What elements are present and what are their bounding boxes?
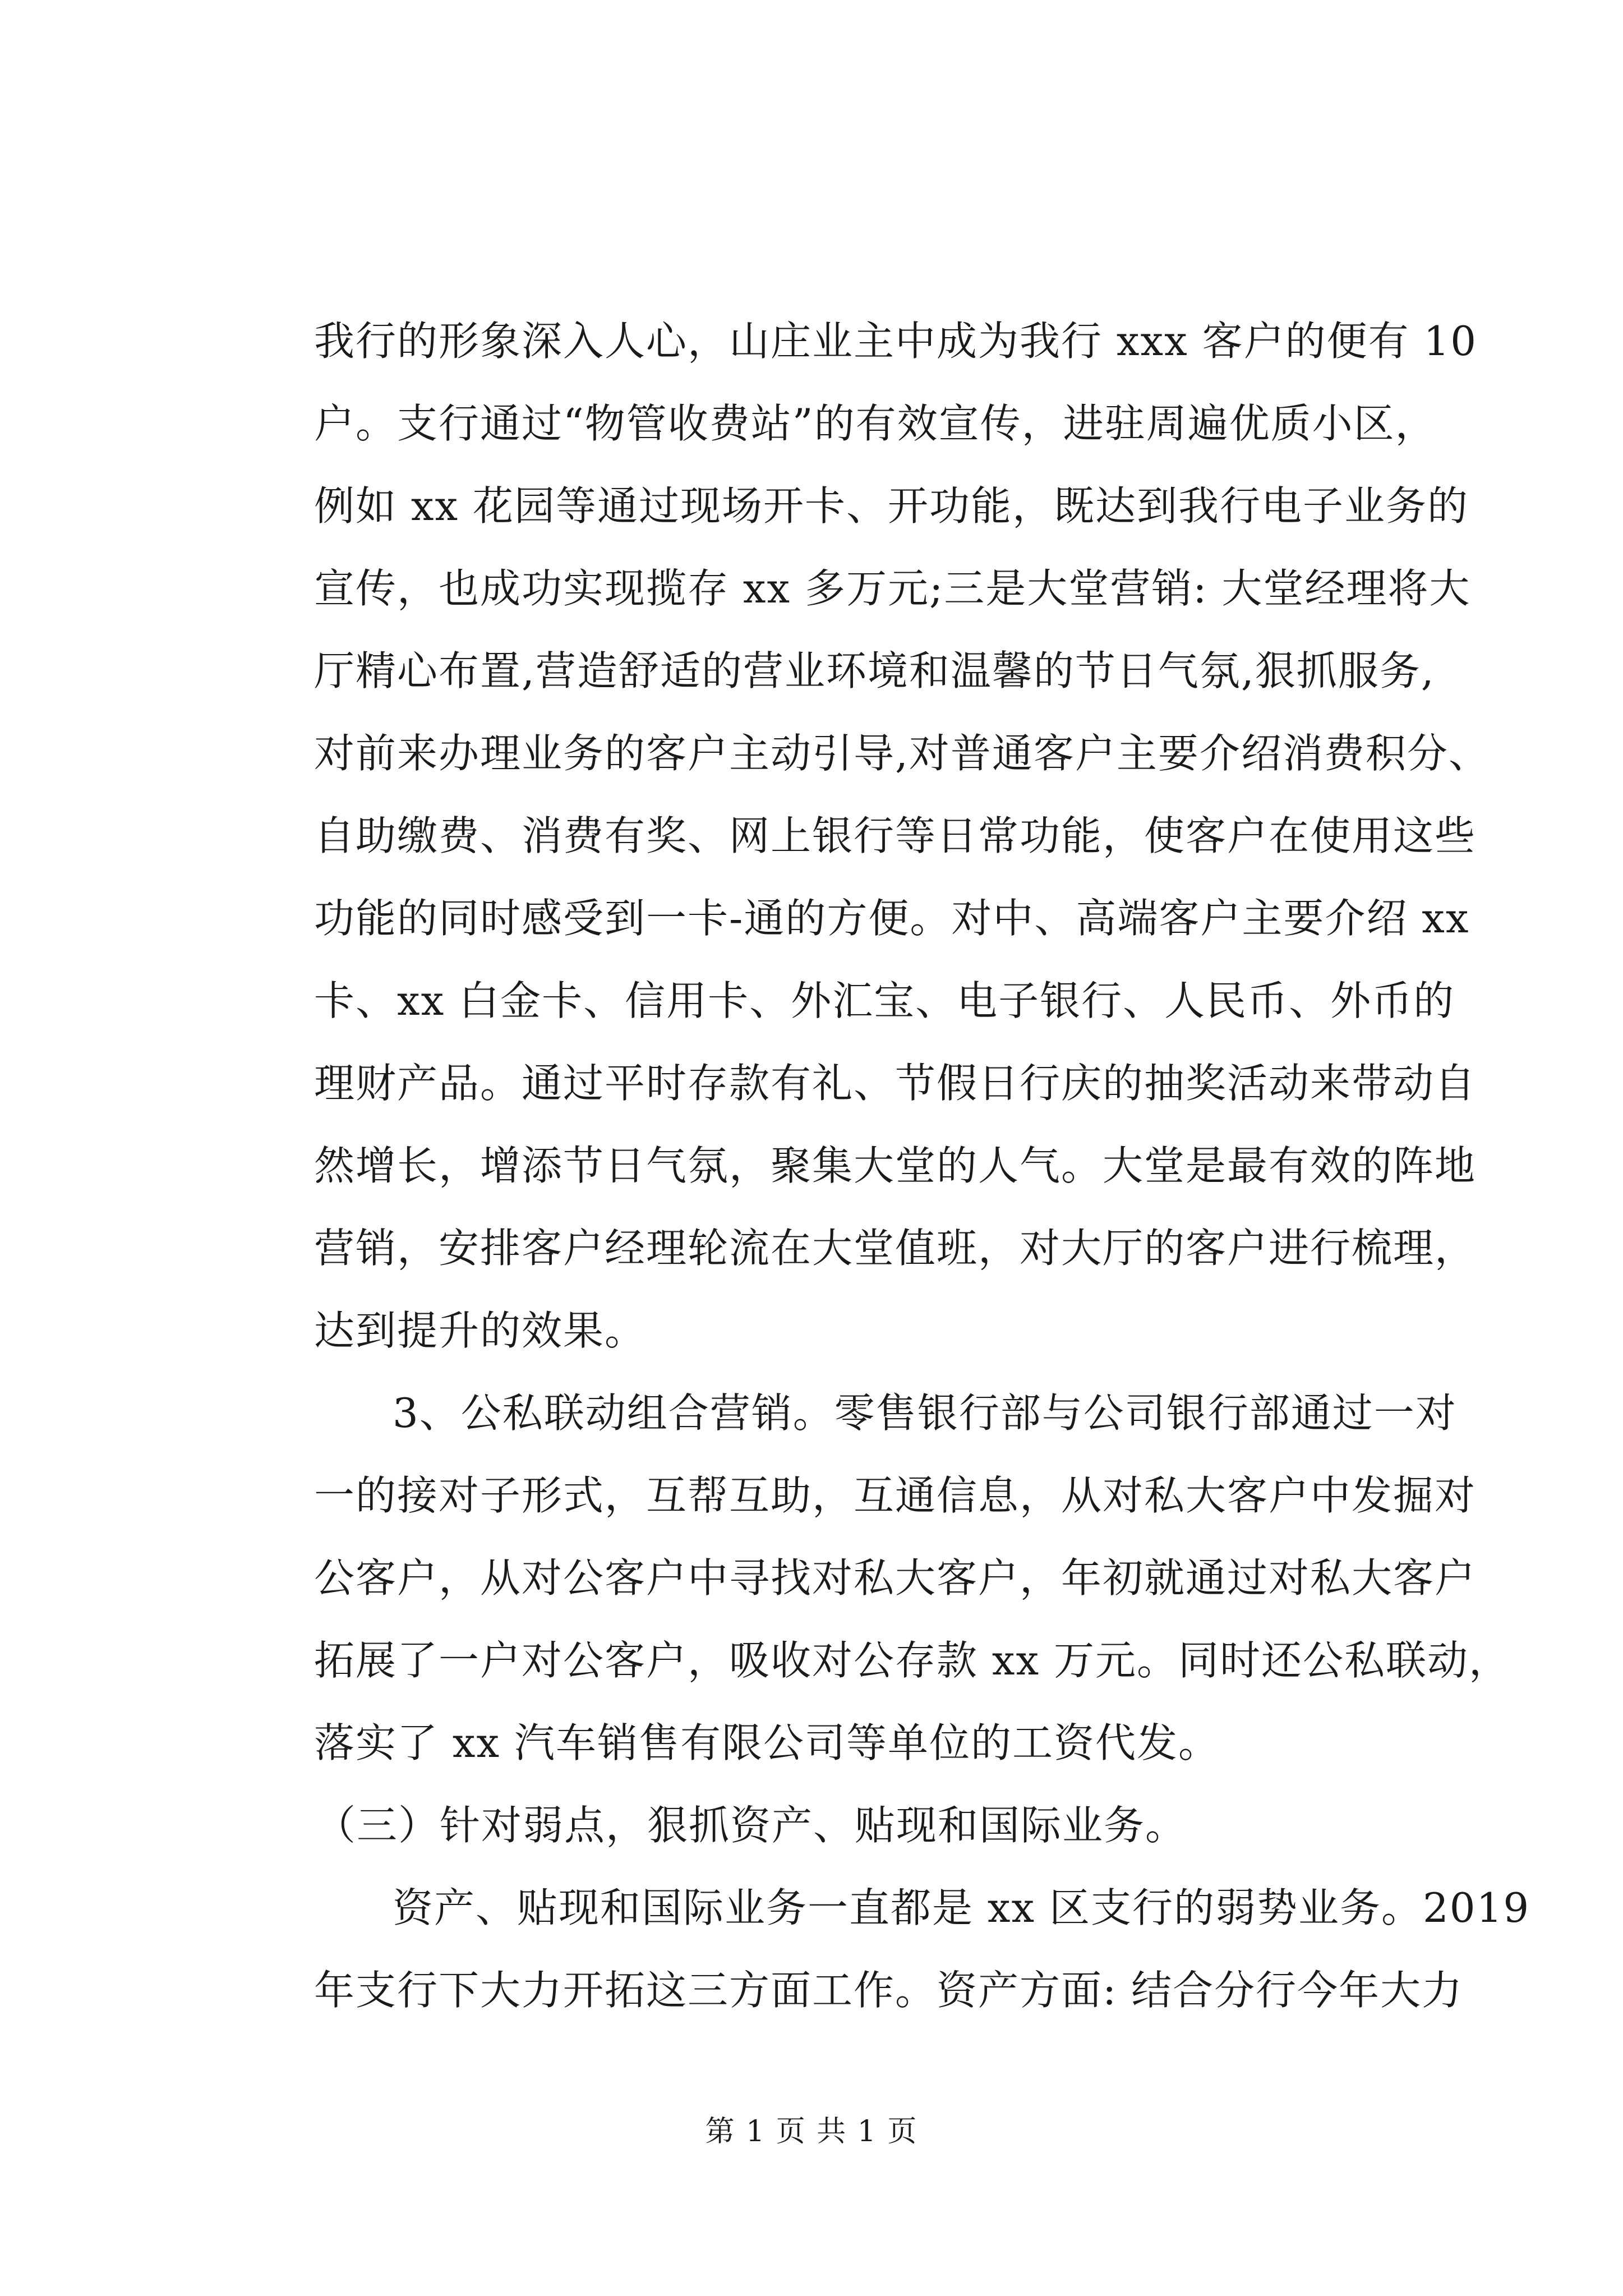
body-text-line: 营销，安排客户经理轮流在大堂值班，对大厅的客户进行梳理， [314,1225,1477,1272]
body-text-line: 公客户，从对公客户中寻找对私大客户，年初就通过对私大客户 [314,1554,1477,1602]
body-text-line: 户。支行通过“物管收费站”的有效宣传，进驻周遍优质小区， [314,400,1437,447]
body-text-line: 厅精心布置,营造舒适的营业环境和温馨的节日气氛,狠抓服务, [314,647,1435,694]
page-number-footer: 第 1 页 共 1 页 [705,2115,918,2148]
body-text-line: 理财产品。通过平时存款有礼、节假日行庆的抽奖活动来带动自 [314,1060,1477,1107]
body-text-line: 功能的同时感受到一卡-通的方便。对中、高端客户主要介绍 xx [314,895,1470,942]
body-text-line: 一的接对子形式，互帮互助，互通信息，从对私大客户中发掘对 [314,1472,1477,1519]
body-text-line: 年支行下大力开拓这三方面工作。资产方面: 结合分行今年大力 [314,1967,1464,2014]
body-text-line: 宣传，也成功实现揽存 xx 多万元;三是大堂营销: 大堂经理将大 [314,565,1471,612]
body-text-line: 拓展了一户对公客户，吸收对公存款 xx 万元。同时还公私联动， [314,1637,1510,1684]
body-text-line: 资产、贴现和国际业务一直都是 xx 区支行的弱势业务。2019 [393,1884,1530,1931]
body-text-line: 卡、xx 白金卡、信用卡、外汇宝、电子银行、人民币、外币的 [314,977,1455,1024]
body-text-line: 然增长，增添节日气氛，聚集大堂的人气。大堂是最有效的阵地 [314,1142,1477,1189]
body-text-line: 自助缴费、消费有奖、网上银行等日常功能，使客户在使用这些 [314,812,1477,859]
paragraph-heading-3: 3、公私联动组合营销。零售银行部与公司银行部通过一对 [393,1389,1457,1437]
body-text-line: 我行的形象深入人心，山庄业主中成为我行 xxx 客户的便有 10 [314,318,1478,365]
body-text-line: 落实了 xx 汽车销售有限公司等单位的工资代发。 [314,1719,1220,1766]
body-text-line: 例如 xx 花园等通过现场开卡、开功能，既达到我行电子业务的 [314,482,1469,530]
section-heading: （三）针对弱点，狠抓资产、贴现和国际业务。 [315,1802,1187,1849]
body-text-line: 对前来办理业务的客户主动引导,对普通客户主要介绍消费积分、 [314,730,1490,777]
body-text-line: 达到提升的效果。 [314,1307,647,1354]
